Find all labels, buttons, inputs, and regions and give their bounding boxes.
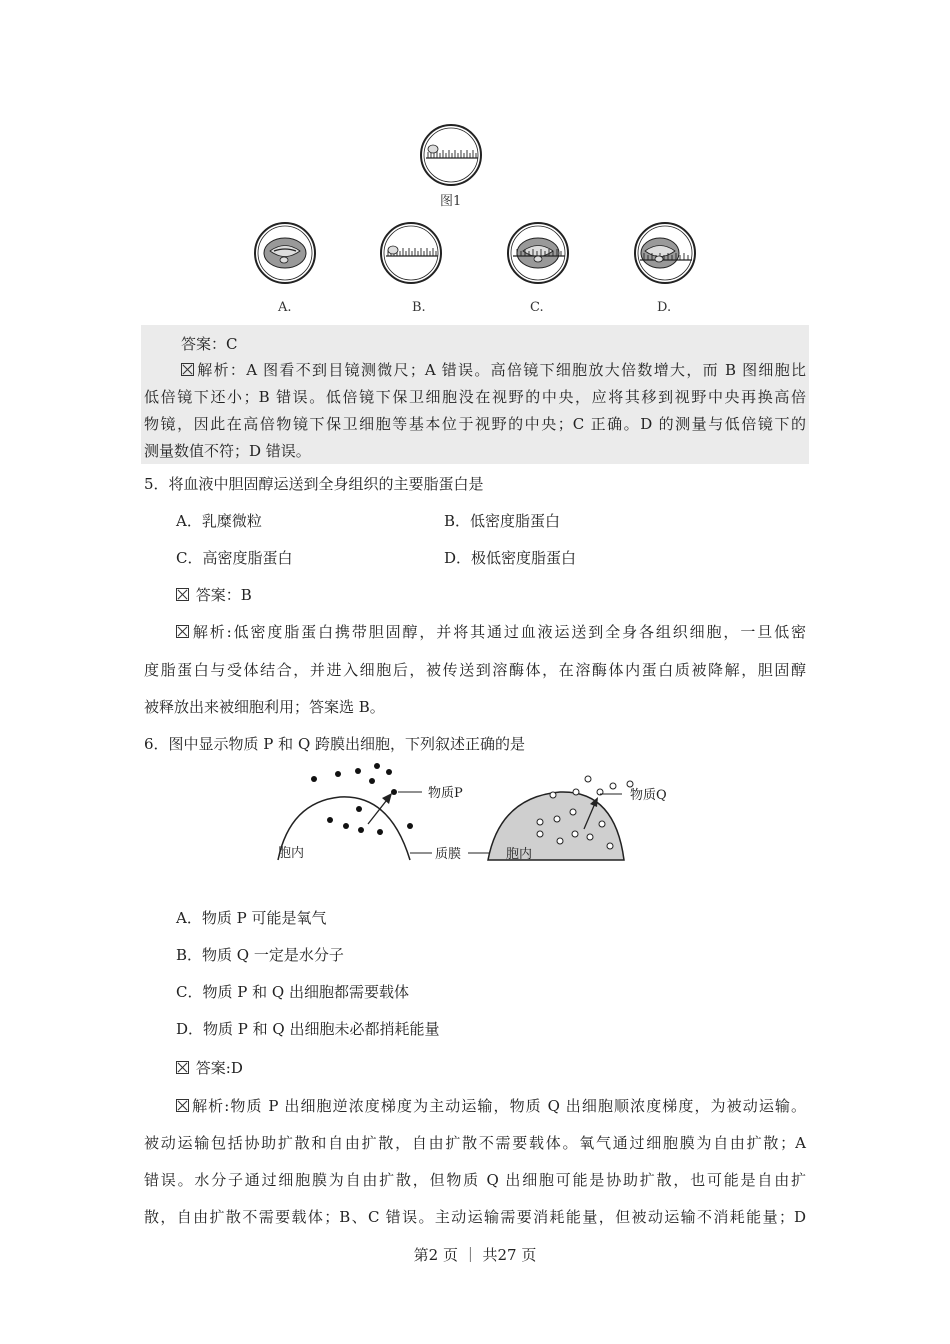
label-substance-p: 物质P	[428, 786, 463, 801]
label-inside-left: 胞内	[278, 846, 305, 861]
q4-analysis-text-1: 解析：A 图看不到目镜测微尺；A 错误。高倍镜下细胞放大倍数增大，而 B 图细胞比	[196, 361, 806, 379]
checkbox-icon	[176, 1099, 189, 1112]
page-footer: 第2 页 ｜ 共27 页	[413, 1246, 537, 1264]
q4-analysis-line-2: 低倍镜下还小；B 错误。低倍镜下保卫细胞没在视野的中央，应将其移到视野中央再换高倍	[144, 388, 806, 406]
checkbox-icon	[176, 1061, 189, 1074]
q5-answer-row	[176, 585, 252, 605]
q6-option-b: B．物质 Q 一定是水分子	[176, 946, 344, 964]
q6-option-d: D．物质 P 和 Q 出细胞未必都捎耗能量	[176, 1020, 440, 1038]
checkbox-icon	[181, 363, 194, 376]
q4-analysis-line-1	[181, 360, 806, 380]
figure-1-option-d-view	[632, 220, 698, 286]
q4-analysis-line-3: 物镜，因此在高倍物镜下保卫细胞等基本位于视野的中央；C 正确。D 的测量与低倍镜下的	[144, 415, 806, 433]
q6-option-c: C．物质 P 和 Q 出细胞都需要载体	[176, 983, 409, 1001]
q5-answer: 答案：B	[195, 586, 252, 604]
q6-analysis-line-4: 散，自由扩散不需要载体；B、C 错误。主动运输需要消耗能量，但被动运输不消耗能量；D	[144, 1208, 806, 1226]
q5-analysis-line-1	[176, 622, 806, 642]
q5-stem: 5．将血液中胆固醇运送到全身组织的主要脂蛋白是	[144, 475, 484, 493]
q6-analysis-line-3: 错误。水分子通过细胞膜为自由扩散，但物质 Q 出细胞可能是协助扩散，也可能是自由扩	[144, 1171, 806, 1189]
q6-option-a: A．物质 P 可能是氧气	[176, 909, 327, 927]
q6-membrane-figure	[270, 762, 690, 866]
q6-answer: 答案:D	[195, 1059, 243, 1077]
q6-analysis-line-1	[176, 1096, 806, 1116]
q5-option-a: A．乳糜微粒	[176, 512, 262, 530]
q5-option-d: D．极低密度脂蛋白	[444, 549, 577, 567]
q5-analysis-line-3: 被释放出来被细胞利用；答案选 B。	[144, 698, 385, 716]
figure-1-option-b-label: B.	[412, 300, 426, 315]
label-inside-right: 胞内	[506, 847, 533, 862]
figure-1-option-b-view	[378, 220, 444, 286]
q4-analysis-line-4: 测量数值不符；D 错误。	[144, 442, 311, 460]
figure-1-option-d-label: D.	[657, 300, 672, 315]
q5-analysis-text-1: 解析:低密度脂蛋白携带胆固醇，并将其通过血液运送到全身各组织细胞，一旦低密	[191, 623, 806, 641]
figure-1-main-view	[418, 122, 484, 188]
figure-1-option-a-label: A.	[278, 300, 292, 315]
q5-option-b: B．低密度脂蛋白	[444, 512, 561, 530]
q6-answer-row	[176, 1058, 243, 1078]
q6-analysis-text-1: 解析:物质 P 出细胞逆浓度梯度为主动运输，物质 Q 出细胞顺浓度梯度，为被动运输。	[191, 1097, 806, 1115]
q4-answer: 答案：C	[181, 335, 238, 353]
checkbox-icon	[176, 625, 189, 638]
label-substance-q: 物质Q	[630, 788, 667, 803]
figure-1-option-a-view	[252, 220, 318, 286]
figure-1-option-c-view	[505, 220, 571, 286]
figure-1-option-c-label: C.	[530, 300, 544, 315]
q6-analysis-line-2: 被动运输包括协助扩散和自由扩散，自由扩散不需要载体。氧气通过细胞膜为自由扩散；A	[144, 1134, 806, 1152]
figure-1-caption: 图1	[440, 194, 462, 209]
label-membrane: 质膜	[435, 847, 462, 862]
q6-stem: 6．图中显示物质 P 和 Q 跨膜出细胞，下列叙述正确的是	[144, 735, 526, 753]
q5-option-c: C．高密度脂蛋白	[176, 549, 293, 567]
q5-analysis-line-2: 度脂蛋白与受体结合，并进入细胞后，被传送到溶酶体，在溶酶体内蛋白质被降解，胆固醇	[144, 661, 806, 679]
checkbox-icon	[176, 588, 189, 601]
